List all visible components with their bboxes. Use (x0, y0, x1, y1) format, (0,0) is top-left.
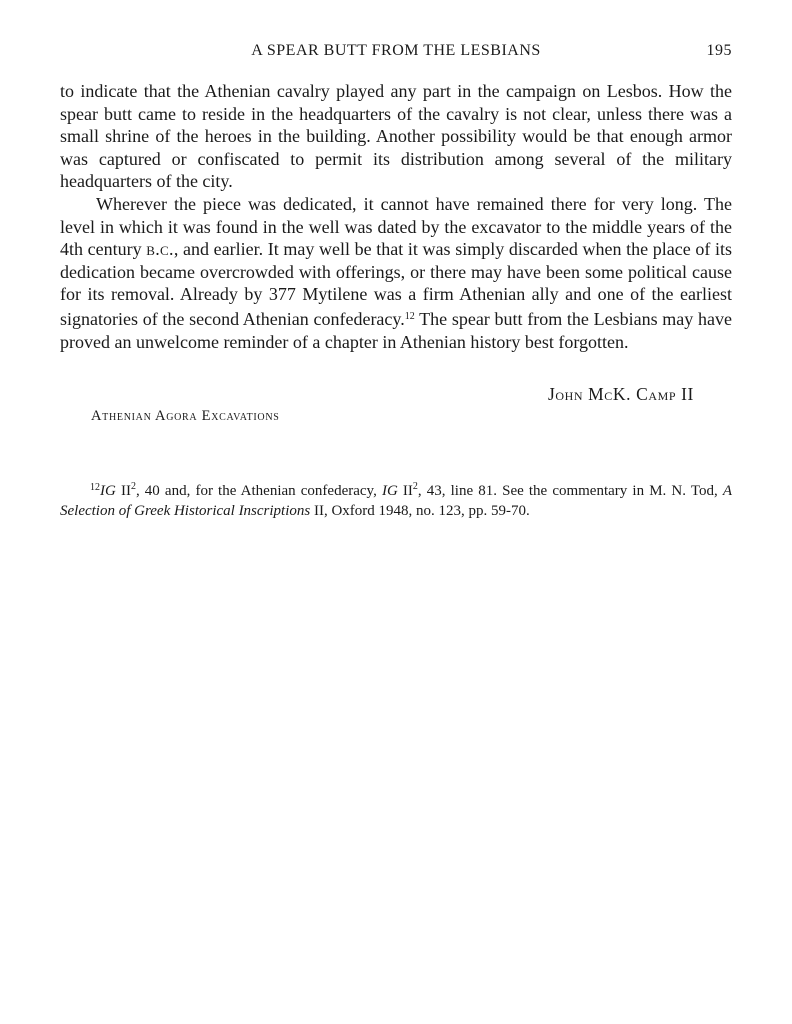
footnote-12 (60, 477, 732, 521)
footnote-text-2: , 43, line 81. See the commentary in M. N. Tod, (417, 483, 723, 499)
era-abbreviation: b.c. (146, 239, 174, 260)
footnote-ref-2-roman: II (397, 483, 413, 499)
page (60, 0, 732, 1024)
footnote-book-title: A Selection of Greek Historical Inscriptions (60, 483, 732, 519)
footnote-ref-1-roman: II (115, 483, 131, 499)
paragraph-2 (60, 193, 732, 353)
paragraph-1: to indicate that the Athenian cavalry played any part in the campaign on Lesbos. How the spear butt came to reside in the headquarters of the cavalry is not clear, unless there was a small shrine of the heroes in the building. Another possibility would be that enough armor was captured or confiscated to permit its distribution among several of the military headquarters of the city. (60, 81, 732, 192)
footnote-ref-2-italic: IG (381, 483, 398, 499)
body-text (60, 80, 732, 353)
paragraph-2-part-1: Wherever the piece was dedicated, it cannot have remained there for very long. The level in which it was found in the well was dated by the excavator to the middle years of the 4th century (60, 193, 732, 260)
paragraph-2-part-3: The spear butt from the Lesbians may have proved an unwelcome reminder of a chapter in Athenian history best forgotten. (60, 308, 732, 352)
page-number: 195 (706, 42, 732, 59)
footnote-text-1: , 40 and, for the Athenian confederacy, (135, 483, 382, 499)
footnote-text-3: II, Oxford 1948, no. 123, pp. 59-70. (310, 503, 530, 519)
running-head (60, 42, 732, 66)
footnote-number: 12 (90, 482, 100, 493)
running-title: A SPEAR BUTT FROM THE LESBIANS (251, 42, 541, 59)
author-affiliation: Athenian Agora Excavations (91, 408, 280, 424)
author-signature: John McK. Camp II (547, 384, 694, 404)
footnote-ref-2-sup: 2 (412, 481, 418, 492)
footnote-reference: 12 (404, 310, 415, 322)
footnote-ref-1-italic: IG (100, 483, 116, 499)
footnote-ref-1-sup: 2 (130, 481, 136, 492)
paragraph-2-part-2: , and earlier. It may well be that it was simply discarded when the place of its dedication became overcrowded with offerings, or there may have been some political cause for its removal. Already by 377 Mytilene was a firm Athenian ally and one of the earliest signatories of the second Athenian confederacy. (60, 239, 732, 329)
